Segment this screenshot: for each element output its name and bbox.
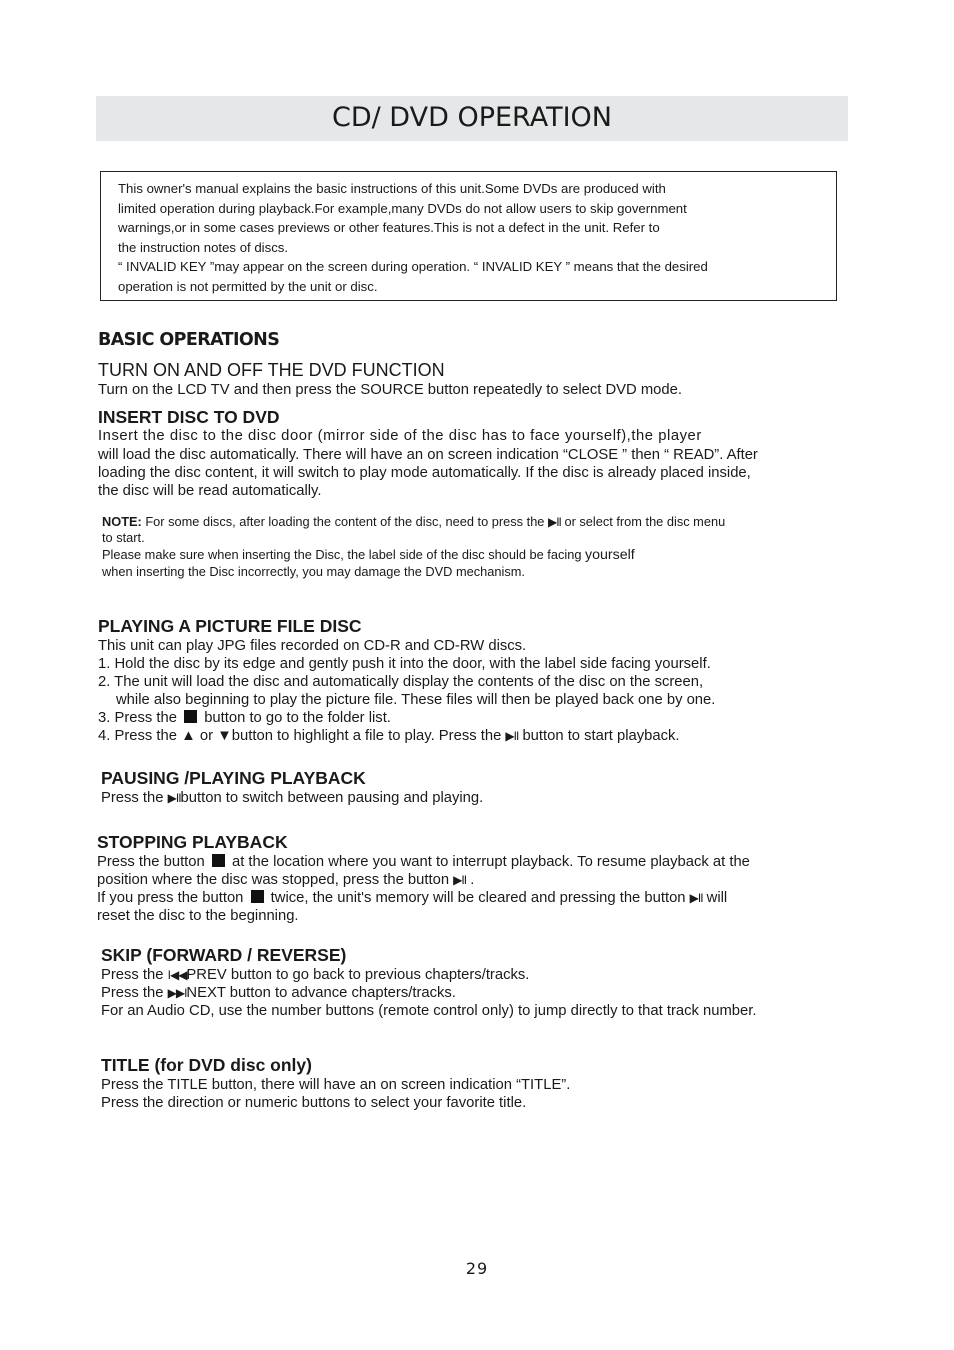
skip-heading: SKIP (FORWARD / REVERSE) <box>101 945 347 965</box>
intro-line: operation is not permitted by the unit or disc. <box>118 279 378 294</box>
picture-heading: PLAYING A PICTURE FILE DISC <box>98 616 362 636</box>
page-title-bar <box>96 96 848 141</box>
picture-step-3: 3. Press the button to go to the folder list. <box>98 710 391 726</box>
down-arrow-icon: ▼ <box>217 728 232 744</box>
stopping-text: reset the disc to the beginning. <box>97 908 299 924</box>
picture-text: This unit can play JPG files recorded on CD-R and CD-RW discs. <box>98 638 527 654</box>
intro-line: This owner's manual explains the basic instructions of this unit.Some DVDs are produced with <box>118 181 666 196</box>
next-icon: ▶▶I <box>167 986 187 1000</box>
intro-line: warnings,or in some cases previews or other features.This is not a defect in the unit. Refer to <box>118 220 660 235</box>
intro-line: limited operation during playback.For example,many DVDs do not allow users to skip government <box>118 201 687 216</box>
turn-on-text: Turn on the LCD TV and then press the SOURCE button repeatedly to select DVD mode. <box>98 382 682 398</box>
stop-icon <box>184 710 197 723</box>
note-label: NOTE: <box>102 514 142 529</box>
title-heading: TITLE (for DVD disc only) <box>101 1055 312 1075</box>
page-number: 29 <box>465 1259 489 1278</box>
stop-icon <box>212 854 225 867</box>
stopping-text: Press the button at the location where you want to interrupt playback. To resume playback at the <box>97 854 750 870</box>
note-line: Please make sure when inserting the Disc, the label side of the disc should be facing yourself <box>102 547 635 563</box>
play-pause-icon: ▶II <box>167 791 181 805</box>
title-text: Press the direction or numeric buttons to select your favorite title. <box>101 1095 527 1111</box>
skip-text: Press the ▶▶INEXT button to advance chapters/tracks. <box>101 985 456 1001</box>
note-line: when inserting the Disc incorrectly, you may damage the DVD mechanism. <box>102 564 525 579</box>
play-pause-icon: ▶II <box>453 873 467 887</box>
note-line: NOTE: For some discs, after loading the content of the disc, need to press the ▶II or select from the disc menu <box>102 514 726 529</box>
intro-box <box>100 171 837 301</box>
prev-icon: I◀◀ <box>167 968 187 982</box>
up-arrow-icon: ▲ <box>181 728 196 744</box>
stopping-text: If you press the button twice, the unit's memory will be cleared and pressing the button ▶II will <box>97 890 728 906</box>
stopping-heading: STOPPING PLAYBACK <box>97 832 288 852</box>
title-text: Press the TITLE button, there will have an on screen indication “TITLE”. <box>101 1077 571 1093</box>
picture-step-2: 2. The unit will load the disc and automatically display the contents of the disc on the screen, <box>98 674 704 690</box>
stop-icon <box>251 890 264 903</box>
pausing-text: Press the ▶IIbutton to switch between pausing and playing. <box>101 790 484 806</box>
note-line: to start. <box>102 530 145 545</box>
insert-disc-text: the disc will be read automatically. <box>98 483 322 499</box>
picture-step-1: 1. Hold the disc by its edge and gently push it into the door, with the label side facing yourself. <box>98 656 711 672</box>
insert-disc-heading: INSERT DISC TO DVD <box>98 407 280 427</box>
picture-step-2-cont: while also beginning to play the picture file. These files will then be played back one by one. <box>116 692 716 708</box>
intro-line: “ INVALID KEY ”may appear on the screen during operation. “ INVALID KEY ” means that the desired <box>118 259 708 274</box>
intro-line: the instruction notes of discs. <box>118 240 289 255</box>
turn-on-heading: TURN ON AND OFF THE DVD FUNCTION <box>98 360 445 380</box>
insert-disc-text: will load the disc automatically. There will have an on screen indication “CLOSE ” then “ READ”. After <box>98 447 758 463</box>
page-title: CD/ DVD OPERATION <box>331 102 613 133</box>
pausing-heading: PAUSING /PLAYING PLAYBACK <box>101 768 366 788</box>
skip-text: For an Audio CD, use the number buttons (remote control only) to jump directly to that track number. <box>101 1003 757 1019</box>
picture-step-4: 4. Press the ▲ or ▼button to highlight a file to play. Press the ▶II button to start playback. <box>98 728 680 744</box>
basic-operations-heading: BASIC OPERATIONS <box>98 330 280 350</box>
play-pause-icon: ▶II <box>689 891 703 905</box>
skip-text: Press the I◀◀PREV button to go back to previous chapters/tracks. <box>101 967 530 983</box>
insert-disc-text: Insert the disc to the disc door (mirror side of the disc has to face yourself),the player <box>98 428 702 444</box>
stopping-text: position where the disc was stopped, press the button ▶II . <box>97 872 475 888</box>
insert-disc-text: loading the disc content, it will switch to play mode automatically. If the disc is already placed inside, <box>98 465 751 481</box>
play-pause-icon: ▶II <box>505 729 519 743</box>
play-pause-icon: ▶II <box>547 515 561 529</box>
